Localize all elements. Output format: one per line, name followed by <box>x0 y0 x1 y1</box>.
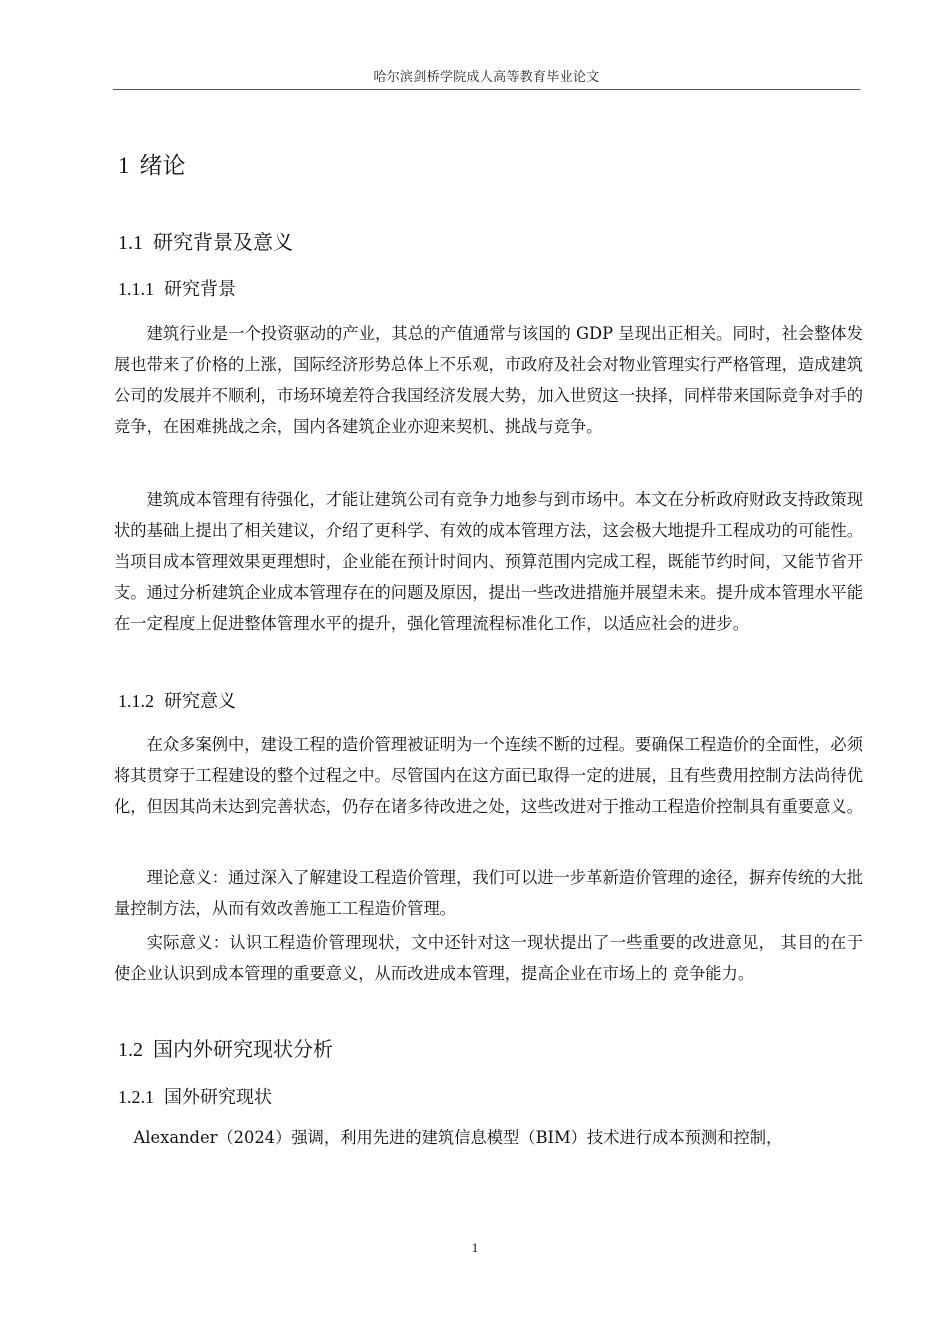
paragraph-significance-1: 在众多案例中，建设工程的造价管理被证明为一个连续不断的过程。要确保工程造价的全面性，必须将其贯穿于工程建设的整个过程之中。尽管国内在这方面已取得一定的进展，且有些费用控制方法尚待优化，但因其尚未达到完善状态，仍存在诸多待改进之处，这些改进对于推动工程造价控制具有重要意义。 <box>114 735 863 816</box>
paragraph-foreign-research: Alexander（2024）强调，利用先进的建筑信息模型（BIM）技术进行成本预测和控制， <box>133 1128 783 1147</box>
page-number: 1 <box>471 1240 479 1255</box>
section-1-2-1-number: 1.2.1 <box>118 1087 154 1107</box>
section-1-1-number: 1.1 <box>118 232 143 254</box>
paragraph-background-1: 建筑行业是一个投资驱动的产业，其总的产值通常与该国的 GDP 呈现出正相关。同时，社会整体发展也带来了价格的上涨，国际经济形势总体上不乐观，市政府及社会对物业管理实行严格管理，造成建筑公司的发展并不顺利，市场环境差符合我国经济发展大势，加入世贸这一抉择，同样带来国际竞争对手的竞争，在困难挑战之余，国内各建筑企业亦迎来契机、挑战与竞争。 <box>114 324 863 436</box>
chapter-title: 绪论 <box>139 153 186 179</box>
section-1-1-title: 研究背景及意义 <box>153 230 293 254</box>
section-1-1-1-heading <box>118 275 236 301</box>
chapter-heading <box>118 147 186 180</box>
paragraph-theory-significance: 理论意义：通过深入了解建设工程造价管理，我们可以进一步革新造价管理的途径，摒弃传统的大批量控制方法，从而有效改善施工工程造价管理。 <box>114 868 863 918</box>
section-1-2-heading <box>118 1033 333 1062</box>
section-1-1-2-heading <box>118 687 236 713</box>
chapter-number: 1 <box>118 153 130 178</box>
section-1-1-1-number: 1.1.1 <box>118 279 154 299</box>
section-1-2-1-title: 国外研究现状 <box>164 1087 272 1108</box>
section-1-1-heading <box>118 226 293 255</box>
section-1-1-2-title: 研究意义 <box>164 691 236 712</box>
paragraph-background-2: 建筑成本管理有待强化，才能让建筑公司有竞争力地参与到市场中。本文在分析政府财政支持政策现状的基础上提出了相关建议，介绍了更科学、有效的成本管理方法，这会极大地提升工程成功的可能性。当项目成本管理效果更理想时，企业能在预计时间内、预算范围内完成工程，既能节约时间，又能节省开支。通过分析建筑企业成本管理存在的问题及原因，提出一些改进措施并展望未来。提升成本管理水平能在一定程度上促进整体管理水平的提升，强化管理流程标准化工作，以适应社会的进步。 <box>114 490 863 633</box>
section-1-2-1-heading <box>118 1083 272 1109</box>
section-1-2-number: 1.2 <box>118 1039 143 1061</box>
section-1-1-2-number: 1.1.2 <box>118 691 154 711</box>
section-1-1-1-title: 研究背景 <box>164 279 236 300</box>
header-rule <box>113 89 860 90</box>
section-1-2-title: 国内外研究现状分析 <box>153 1037 333 1061</box>
paragraph-practical-significance: 实际意义：认识工程造价管理现状，文中还针对这一现状提出了一些重要的改进意见， 其目的在于使企业认识到成本管理的重要意义，从而改进成本管理，提高企业在市场上的 竞争能力。 <box>114 933 863 983</box>
running-header: 哈尔滨剑桥学院成人高等教育毕业论文 <box>373 70 600 85</box>
